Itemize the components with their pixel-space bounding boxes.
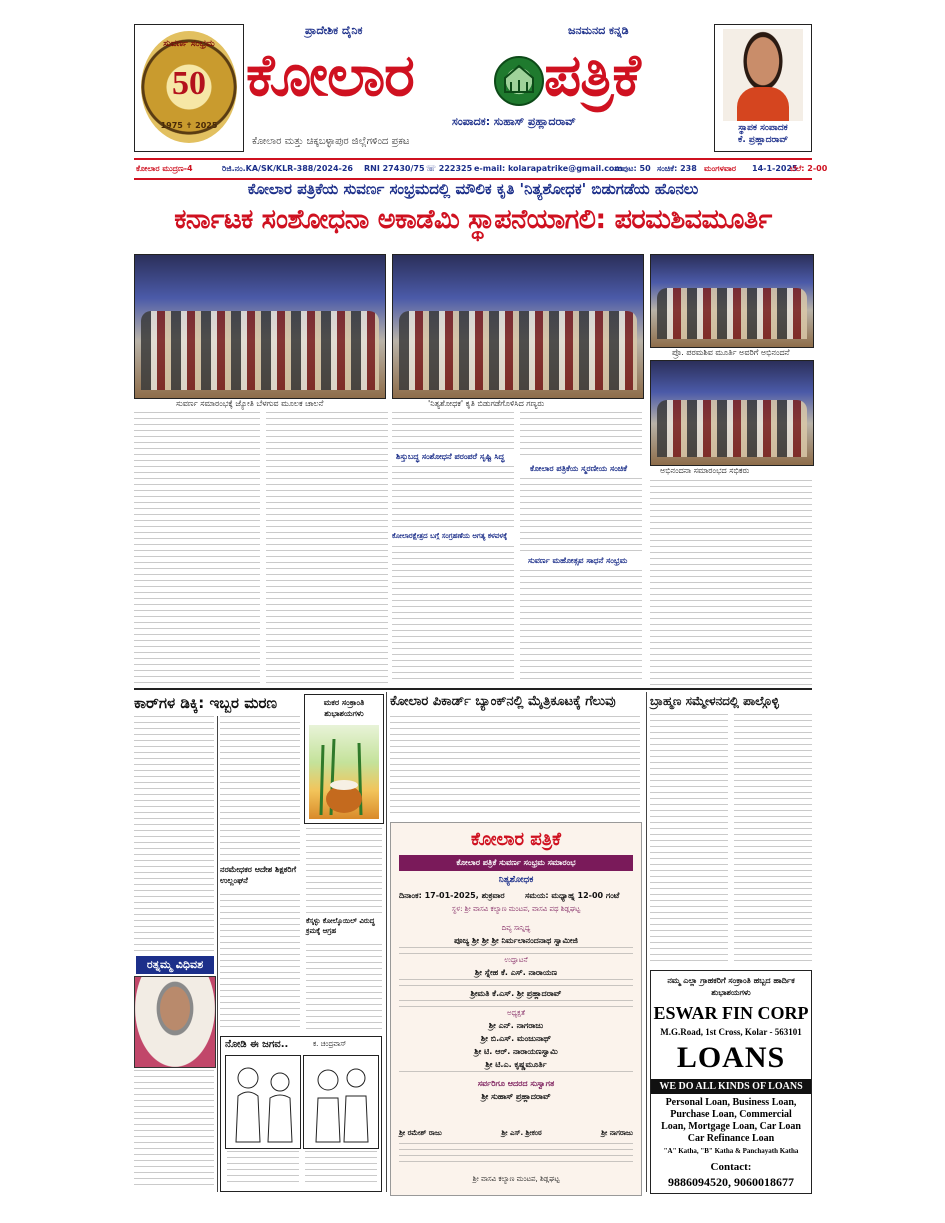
programme-row: ಶ್ರೀ ಸುಹಾಸ್ ಪ್ರಹ್ಲಾದರಾವ್ xyxy=(481,1092,551,1101)
lead-kicker: ಕೋಲಾರ ಪತ್ರಿಕೆಯ ಸುವರ್ಣ ಸಂಭ್ರಮದಲ್ಲಿ ಮೌಲಿಕ ಕೃತಿ 'ನಿತ್ಯಶೋಧಕ' ಬಿಡುಗಡೆಯ ಹೊನಲು xyxy=(247,180,699,198)
tagline-left: ಪ್ರಾದೇಶಿಕ ದೈನಿಕ xyxy=(305,24,363,37)
cartoon-box xyxy=(220,1036,382,1192)
lead-subhead-2: ಕೋಲಾರಕ್ಷೇತ್ರದ ಬಗ್ಗೆ ಸಂಗ್ರಹಣೆಯ ಅಗತ್ಯ ಕಳವಳಕ್ಕೆ xyxy=(392,532,508,540)
bank-headline: ಕೋಲಾರ ಪಿಕಾರ್ಡ್ ಬ್ಯಾಂಕ್‌ನಲ್ಲಿ ಮೈತ್ರಿಕೂಟಕ್ಕೆ ಗೆಲುವು xyxy=(390,694,616,709)
accident-subhead-text: ನರಮೇಧಕರ ಆದೇಶ ಶಿಕ್ಷಕರಿಗೆ ಉಲ್ಲಂಘನೆ xyxy=(220,865,297,885)
ad-line-3: Loan, Mortgage Loan, Car Loan xyxy=(661,1121,801,1132)
lamp-lighting-photo xyxy=(134,254,386,399)
lead-subhead-4: ಸುವರ್ಣ ಮಹೋತ್ಸವ ಸಾಧನೆ ಸಂಭ್ರಮ xyxy=(528,556,628,565)
published-line: ಕೋಲಾರ ಮತ್ತು ಚಿಕ್ಕಬಳ್ಳಾಪುರ ಜಿಲ್ಲೆಗಳಿಂದ ಪ್ರಕಟ xyxy=(252,136,410,147)
invitation-host-details xyxy=(399,1143,633,1165)
obituary-body xyxy=(134,1070,214,1188)
founder-name: ಕೆ. ಪ್ರಹ್ಲಾದರಾವ್ xyxy=(737,135,789,145)
audience-photo xyxy=(650,360,814,466)
lead-body-col3b xyxy=(392,466,514,528)
host-3: ಶ್ರೀ ನಾಗರಾಜು xyxy=(601,1129,633,1137)
newspaper-name-right: ಪತ್ರಿಕೆ xyxy=(544,41,640,109)
photo-caption-1: ಸುವರ್ಣ ಸಮಾರಂಭಕ್ಕೆ ಜ್ಯೋತಿ ಬೆಳಗುವ ಮೂಲಕ ಚಾಲನೆ xyxy=(176,399,324,408)
programme-row: ಶ್ರೀ ಎನ್. ನಾಗರಾಜು xyxy=(488,1021,544,1030)
brahmana-headline: ಬ್ರಾಹ್ಮಣ ಸಮ್ಮೇಳನದಲ್ಲಿ ಪಾಲ್ಗೊಳ್ಳಿ xyxy=(650,694,779,708)
registration: ರಿಜಿ.ನಂ.KA/SK/KLR-388/2024-26 xyxy=(222,164,353,173)
programme-row: ಶ್ರೀ ಟಿ.ಎ. ಕೃಷ್ಣಮೂರ್ತಿ xyxy=(485,1060,547,1069)
day: ಮಂಗಳವಾರ xyxy=(704,164,737,173)
temple-emblem xyxy=(494,56,544,106)
editor-line: ಸಂಪಾದಕ: ಸುಹಾಸ್ ಪ್ರಹ್ಲಾದರಾವ್ xyxy=(452,115,576,128)
logo-years: 1975 ✝ 2025 xyxy=(160,121,218,130)
obituary-photo xyxy=(134,976,216,1068)
invitation-footer: ಶ್ರೀ ವಾಸವಿ ಕಲ್ಯಾಣ ಮಂಟಪ, ಶಿಡ್ಲಘಟ್ಟ xyxy=(472,1175,560,1183)
ad-greeting: ನಮ್ಮ ಎಲ್ಲಾ ಗ್ರಾಹಕರಿಗೆ ಸಂಕ್ರಾಂತಿ ಹಬ್ಬದ ಹಾರ್ದಿಕ ಶುಭಾಶಯಗಳು xyxy=(667,976,795,997)
invitation-date: ದಿನಾಂಕ: 17-01-2025, ಶುಕ್ರವಾರ xyxy=(399,891,505,900)
issue: ಸಂಚಿಕೆ: 238 xyxy=(657,164,697,173)
lead-subhead-3: ಕೋಲಾರ ಪತ್ರಿಕೆಯ ಸ್ಮರಣೀಯ ಸಂಚಿಕೆ xyxy=(530,464,628,473)
photo-caption-3: ಪ್ರೊ. ಪರಮಶಿವ ಮೂರ್ತಿ ಅವರಿಗೆ ಅಭಿನಂದನೆ xyxy=(672,348,790,357)
ad-company: ESWAR FIN CORP xyxy=(653,1003,809,1023)
info-bar xyxy=(134,158,828,180)
invitation-card xyxy=(390,822,642,1196)
invitation-title: ನಿತ್ಯಶೋಧಕ xyxy=(498,875,534,885)
invitation-banner: ಕೋಲಾರ ಪತ್ರಿಕೆ ಸುವರ್ಣ ಸಂಭ್ರಮ ಸಮಾರಂಭ xyxy=(399,855,633,871)
ad-line-1: Personal Loan, Business Loan, xyxy=(665,1097,797,1108)
lead-body-col5 xyxy=(650,480,812,686)
volume: ಸಂಪುಟ: 50 xyxy=(614,164,651,173)
column-rule xyxy=(217,716,218,1192)
lead-headline: ಕರ್ನಾಟಕ ಸಂಶೋಧನಾ ಅಕಾಡೆಮಿ ಸ್ಥಾಪನೆಯಾಗಲಿ: ಪರಮಶಿವಮೂರ್ತಿ xyxy=(174,204,772,235)
column-rule xyxy=(646,692,647,1192)
host-2: ಶ್ರೀ ಎಸ್. ಶ್ರೀಕಂಠ xyxy=(501,1129,542,1137)
section-divider xyxy=(134,688,812,690)
ad-line-4: Car Refinance Loan xyxy=(687,1133,775,1144)
founder-photo-box xyxy=(714,24,812,152)
sankranti-box xyxy=(304,694,384,824)
column-rule xyxy=(386,692,387,1192)
cartoon-dialogue-2 xyxy=(305,1151,377,1187)
programme-row: ಶ್ರೀಮತಿ ಕೆ.ಎಸ್. ಶ್ರೀ ಪ್ರಹ್ಲಾದರಾವ್ xyxy=(470,989,562,998)
invitation-programme xyxy=(399,923,633,1103)
accident-body-col2 xyxy=(220,716,300,862)
lead-subhead-1: ಶಿಸ್ತುಬದ್ಧ ಸಂಶೋಧನೆ ಪರಂಪರೆ ಸೃಷ್ಟಿ ಸಿದ್ಧ xyxy=(396,452,505,461)
lead-body-col4b xyxy=(520,478,642,552)
ad-contact-label: Contact: xyxy=(710,1161,752,1173)
photo-caption-4: ಅಭಿನಂದನಾ ಸಮಾರಂಭದ ಸಭಿಕರು xyxy=(660,466,750,475)
programme-row: ದಿವ್ಯ ಸಾನ್ನಿಧ್ಯ xyxy=(501,924,531,932)
sankranti-body xyxy=(306,828,382,914)
anniversary-logo xyxy=(141,31,237,143)
accident-body-col2b xyxy=(220,894,300,1032)
sankranti-subhead xyxy=(306,916,382,936)
ad-address: M.G.Road, 1st Cross, Kolar - 563101 xyxy=(660,1027,802,1037)
felicitation-photo xyxy=(650,254,814,348)
invitation-time: ಸಮಯ: ಮಧ್ಯಾಹ್ನ 12-00 ಗಂಟೆ xyxy=(525,891,620,900)
lead-body-col4c xyxy=(520,570,642,684)
lead-body-col2 xyxy=(266,412,388,684)
logo-number: 50 xyxy=(172,65,206,102)
photo-caption-2: 'ನಿತ್ಯಶೋಧಕ' ಕೃತಿ ಬಿಡುಗಡೆಗೊಳಿಸಿದ ಗಣ್ಯರು xyxy=(428,399,545,408)
lead-body-col3a xyxy=(392,412,514,450)
programme-row: ಸರ್ವರಿಗೂ ಆದರದ ಸುಸ್ವಾಗತ xyxy=(477,1079,555,1088)
host-1: ಶ್ರೀ ರಮೇಶ್ ರಾಜು xyxy=(399,1129,442,1137)
ad-phones[interactable]: 9886094520, 9060018677 xyxy=(668,1175,794,1189)
ad-line-5: "A" Katha, "B" Katha & Panchayath Katha xyxy=(663,1147,799,1155)
lead-body-col4a xyxy=(520,412,642,460)
phone: ☏ 222325 xyxy=(426,164,473,173)
date: 14-1-2025 xyxy=(752,164,798,173)
sankranti-subhead-text: ಕೆಸ್ಕಳ್ಳು ಕೋಲ್ಕೊಯಿಲ್ ವಿರುದ್ಧ ಕ್ರಮಕ್ಕೆ ಆಗ್ರಹ xyxy=(306,917,375,935)
programme-row: ಅಧ್ಯಕ್ಷತೆ xyxy=(507,1009,525,1017)
bank-body xyxy=(390,716,640,816)
programme-row: ಉದ್ಘಾಟನೆ xyxy=(504,956,528,964)
programme-row: ಶ್ರೀ ಟಿ. ಆರ್. ನಾರಾಯಣಸ್ವಾಮಿ xyxy=(474,1047,558,1056)
ad-loans: LOANS xyxy=(676,1041,786,1074)
sankranti-illustration xyxy=(309,725,379,819)
ad-banner: WE DO ALL KINDS OF LOANS xyxy=(651,1079,811,1094)
programme-row: ಪೂಜ್ಯ ಶ್ರೀ ಶ್ರೀ ಶ್ರೀ ನಿರ್ಮಲಾನಂದನಾಥ ಸ್ವಾಮೀಜಿ xyxy=(454,936,578,945)
cartoon-panel-2 xyxy=(303,1055,379,1149)
sankranti-body-2 xyxy=(306,944,382,1032)
lead-body-col3c xyxy=(392,546,514,684)
brahmana-body-col2 xyxy=(734,714,812,966)
logo-top-text: ಸುವರ್ಣ ಸಂಭ್ರಮ xyxy=(163,39,215,49)
rni: RNI 27430/75 xyxy=(364,164,425,173)
founder-photo xyxy=(723,29,803,121)
lead-body-col1 xyxy=(134,412,260,684)
newspaper-name-left: ಕೋಲಾರ xyxy=(246,41,414,109)
programme-row: ಶ್ರೀ ಸ್ನೇಹ ಕೆ. ಎಸ್. ನಾರಾಯಣ xyxy=(474,968,558,977)
edition: ಕೋಲಾರ ಮುದ್ರಣ-4 xyxy=(136,164,193,173)
ad-line-2: Purchase Loan, Commercial xyxy=(670,1109,792,1120)
accident-headline: ಕಾರ್‌ಗಳ ಡಿಕ್ಕಿ: ಇಬ್ಬರ ಮರಣ xyxy=(134,694,278,712)
accident-body-col1 xyxy=(134,716,214,952)
eswar-fin-corp-ad xyxy=(650,970,812,1194)
cartoon-panel-1 xyxy=(225,1055,301,1149)
anniversary-logo-box xyxy=(134,24,244,152)
sankranti-title: ಮಕರ ಸಂಕ್ರಾಂತಿ ಶುಭಾಶಯಗಳು xyxy=(323,698,365,718)
price: ಬೆಲೆ: 2-00 xyxy=(790,164,828,173)
programme-row: ಶ್ರೀ ಬಿ.ಎಸ್. ಮಂಜುನಾಥ್ xyxy=(480,1034,552,1043)
invitation-venue: ಸ್ಥಳ: ಶ್ರೀ ವಾಸವಿ ಕಲ್ಯಾಣ ಮಂಟಪ, ವಾಸವಿ ಪಥ ಶಿಡ್ಲಘಟ್ಟ xyxy=(451,905,581,913)
invitation-masthead: ಕೋಲಾರ ಪತ್ರಿಕೆ xyxy=(471,829,561,850)
invitation-hosts xyxy=(399,1129,633,1138)
brahmana-body-col1 xyxy=(650,714,728,966)
obituary-title: ರತ್ನಮ್ಮ ವಿಧಿವಶ xyxy=(136,956,214,974)
email[interactable]: e-mail: kolarapatrike@gmail.com xyxy=(474,164,623,173)
accident-subhead xyxy=(220,864,300,886)
cartoon-author: ಕ. ಚಂದ್ರವಾಸ್ xyxy=(313,1040,347,1048)
founder-title: ಸ್ಥಾಪಕ ಸಂಪಾದಕ xyxy=(738,123,788,133)
tagline-right: ಜನಮನದ ಕನ್ನಡಿ xyxy=(568,24,629,37)
cartoon-dialogue-1 xyxy=(227,1151,299,1187)
book-release-photo xyxy=(392,254,644,399)
cartoon-title: ನೋಡಿ ಈ ಜಗವ.. xyxy=(225,1039,289,1050)
